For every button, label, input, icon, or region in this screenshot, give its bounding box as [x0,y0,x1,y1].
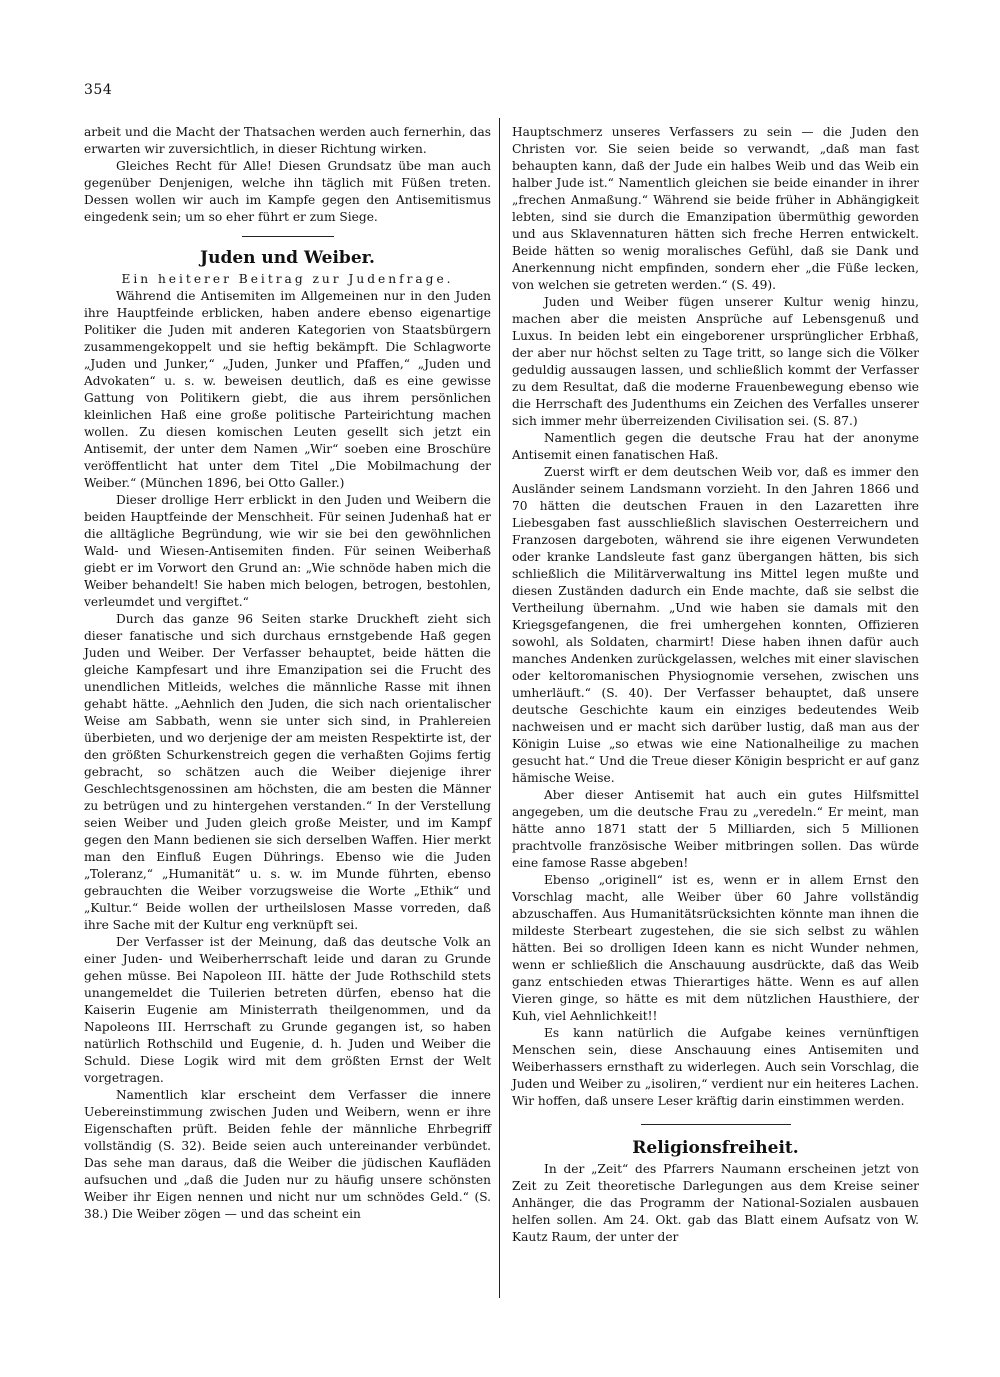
paragraph: Ebenso „originell“ ist es, wenn er in allem Ernst den Vorschlag macht, alle Weiber über 60 Jahre vollständig abzuschaffen. Aus Humanitätsrücksichten könnte man ihnen die mildeste Sterbeart zugestehen, die sie sich selbst zu wählen hätten. Bei so drolligen Ideen kann es nicht Wunder nehmen, wenn er schließlich die Anschauung ausdrückte, daß das Weib ganz entschieden etwas Thierartiges hätte. Wenn es auf allen Vieren ginge, so hätte es mit dem nützlichen Hausthiere, der Kuh, viel Aehnlichkeit!! [512,873,919,1023]
page-number: 354 [84,82,113,98]
paragraph: Juden und Weiber fügen unserer Kultur wenig hinzu, machen aber die meisten Ansprüche auf Lebensgenuß und Luxus. In beiden lebt ein eingeborener ursprünglicher Erbhaß, der aber nur höchst selten zu Tage tritt, so lange sich die Völker geduldig aussaugen lassen, und schließlich kommt der Verfasser zu dem Resultat, daß die moderne Frauenbewegung ebenso wie die Herrschaft des Judenthums ein Zeichen des Verfalles unserer sich immer mehr überreizenden Civilisation sei. (S. 87.) [512,295,919,428]
paragraph: Hauptschmerz unseres Verfassers zu sein — die Juden den Christen vor. Sie seien beide so verwandt, „daß man fast behaupten kann, daß der Jude ein halbes Weib und das Weib ein halber Jude ist.“ Namentlich gleichen sie beide einander in ihrer „frechen Anmaßung.“ Während sie beide früher in Abhängigkeit lebten, sind sie durch die Emanzipation übermüthig geworden und aus Sklavennaturen hätten sich freche Herren entwickelt. Beide hätten so wenig moralisches Gefühl, daß sie Dank und Anerkennung nicht empfinden, sondern eher „die Füße lecken, von welchen sie getreten werden.“ (S. 49). [512,125,919,292]
article-title: Juden und Weiber. [200,248,375,268]
paragraph: Aber dieser Antisemit hat auch ein gutes Hilfsmittel angegeben, um die deutsche Frau zu „veredeln.“ Er meint, man hätte anno 1871 statt der 5 Milliarden, sich 5 Millionen prachtvolle französische Weiber mitbringen sollen. Das würde eine famose Rasse abgeben! [512,788,919,870]
paragraph: Durch das ganze 96 Seiten starke Druckheft zieht sich dieser fanatische und sich durchaus ernstgebende Haß gegen Juden und Weiber. Der Verfasser behauptet, beide hätten die gleiche Kampfesart und ihre Emanzipation sei die Frucht des unendlichen Mitleids, welches die männliche Rasse mit ihnen gehabt hätte. „Aehnlich den Juden, die sich nach orientalischer Weise am Sabbath, wenn sie unter sich sind, in Prahlereien überbieten, und wo derjenige der am meisten Respektirte ist, der den größten Schurkenstreich gegen die verhaßten Gojims fertig gebracht, so schätzen auch die Weiber diejenige ihrer Geschlechtsgenossinen am höchsten, die am besten die Männer zu betrügen und zu hintergehen verstanden.“ In der Verstellung seien Weiber und Juden gleich große Meister, und im Kampf gegen den Mann bedienen sie sich derselben Waffen. Hier merkt man den Einfluß Eugen Dührings. Ebenso wie die Juden „Toleranz,“ „Humanität“ u. s. w. im Munde führten, ebenso gebrauchten die Weiber vorzugsweise die Worte „Ethik“ und „Kultur.“ Beide wollen der urtheilslosen Masse vorreden, daß ihre Sache mit der Kultur eng verknüpft sei. [84,612,491,932]
paragraph: Dieser drollige Herr erblickt in den Juden und Weibern die beiden Hauptfeinde der Menschheit. Für seinen Judenhaß hat er die alltägliche Begründung, wie wir sie bei den gewöhnlichen Wald- und Wiesen-Antisemiten finden. Für seinen Weiberhaß giebt er im Vorwort den Grund an: „Wie schnöde haben mich die Weiber behandelt! Sie haben mich belogen, betrogen, bestohlen, verleumdet und vergiftet.“ [84,493,491,609]
paragraph: Der Verfasser ist der Meinung, daß das deutsche Volk an einer Juden- und Weiberherrschaft leide und daran zu Grunde gehen müsse. Bei Napoleon III. hätte der Jude Rothschild stets unangemeldet die Tuilerien betreten dürfen, ebenso hat die Kaiserin Eugenie am Ministerrath theilgenommen, und da Napoleons III. Herrschaft zu Grunde gegangen ist, so haben natürlich Rothschild und Eugenie, d. h. Juden und Weiber die Schuld. Diese Logik wird mit dem größten Ernst der Welt vorgetragen. [84,935,491,1085]
paragraph: Gleiches Recht für Alle! Diesen Grundsatz übe man auch gegenüber Denjenigen, welche ihn täglich mit Füßen treten. Dessen wollen wir auch im Kampfe gegen den Antisemitismus eingedenk sein; um so eher führt er zum Siege. [84,159,491,224]
left-column [84,124,491,1223]
paragraph: Namentlich klar erscheint dem Verfasser die innere Uebereinstimmung zwischen Juden und Weibern, wenn er ihre Eigenschaften prüft. Beiden fehle der männliche Ehrbegriff vollständig (S. 32). Beide seien auch untereinander verbündet. Das sehe man daraus, daß die Weiber die jüdischen Kaufläden aufsuchen und „daß die Juden nur zu häufig unsere schönsten Weiber ihr Eigen nennen und nicht nur um schnödes Geld.“ (S. 38.) Die Weiber zögen — und das scheint ein [84,1088,491,1221]
section-rule [641,1124,791,1125]
paragraph: Es kann natürlich die Aufgabe keines vernünftigen Menschen sein, diese Anschauung eines Antisemiten und Weiberhassers ernsthaft zu widerlegen. Auch sein Vorschlag, die Juden und Weiber zu „isoliren,“ verdient nur ein heiteres Lachen. Wir hoffen, daß unsere Leser kräftig darin einstimmen werden. [512,1026,919,1108]
paragraph: Zuerst wirft er dem deutschen Weib vor, daß es immer den Ausländer seinem Landsmann vorzieht. In den Jahren 1866 und 70 hätten die deutschen Frauen in den Lazaretten ihre Liebesgaben fast ausschließlich slavischen Oesterreichern und Franzosen dargeboten, während sie ihre eigenen Verwundeten oder kranke Landsleute fast ganz übergangen hätten, bis sich schließlich die Militärverwaltung ins Mittel legen mußte und diesen Zuständen dadurch ein Ende machte, daß sie selbst die Vertheilung übernahm. „Und wie haben sie damals mit den Kriegsgefangenen, die frei umhergehen konnten, Offizieren sowohl, als Soldaten, charmirt! Diese haben ihnen dafür auch manches Andenken zurückgelassen, welches mit einer slavischen oder keltoromanischen Physiognomie versehen, zwischen uns umherläuft.“ (S. 40). Der Verfasser behauptet, daß unsere deutsche Geschichte kaum ein einziges bedeutendes Weib nachweisen und er macht sich darüber lustig, daß man aus der Königin Luise „so etwas wie eine Nationalheilige zu machen gesucht hat.“ Und die Treue dieser Königin bespricht er auf ganz hämische Weise. [512,465,919,785]
paragraph: Während die Antisemiten im Allgemeinen nur in den Juden ihre Hauptfeinde erblicken, haben andere ebenso eigenartige Politiker die Juden mit anderen Kategorien von Staatsbürgern zusammengekoppelt und sie heftig bekämpft. Die Schlagworte „Juden und Junker,“ „Juden, Junker und Pfaffen,“ „Juden und Advokaten“ u. s. w. beweisen deutlich, daß es eine gewisse Gattung von Politikern giebt, die aus ihrem persönlichen kleinlichen Haß eine große politische Parteirichtung machen wollen. Zu diesen komischen Leuten gesellt sich jetzt ein Antisemit, der unter dem Namen „Wir“ soeben eine Broschüre veröffentlicht hat unter dem Titel „Die Mobilmachung der Weiber.“ (München 1896, bei Otto Galler.) [84,289,491,490]
right-column [512,124,919,1246]
paragraph: arbeit und die Macht der Thatsachen werden auch fernerhin, das erwarten wir zuversichtlich, in dieser Richtung wirken. [84,125,491,156]
section-rule [242,236,334,237]
article-title: Religionsfreiheit. [632,1138,799,1158]
column-divider [499,118,500,1298]
paragraph: Namentlich gegen die deutsche Frau hat der anonyme Antisemit einen fanatischen Haß. [512,431,919,462]
paragraph: In der „Zeit“ des Pfarrers Naumann erscheinen jetzt von Zeit zu Zeit theoretische Darlegungen aus dem Kreise seiner Anhänger, die das Programm der National-Sozialen ausbauen helfen sollen. Am 24. Okt. gab das Blatt einem Aufsatz von W. Kautz Raum, der unter der [512,1162,919,1244]
article-subtitle: Ein heiterer Beitrag zur Judenfrage. [121,272,454,286]
